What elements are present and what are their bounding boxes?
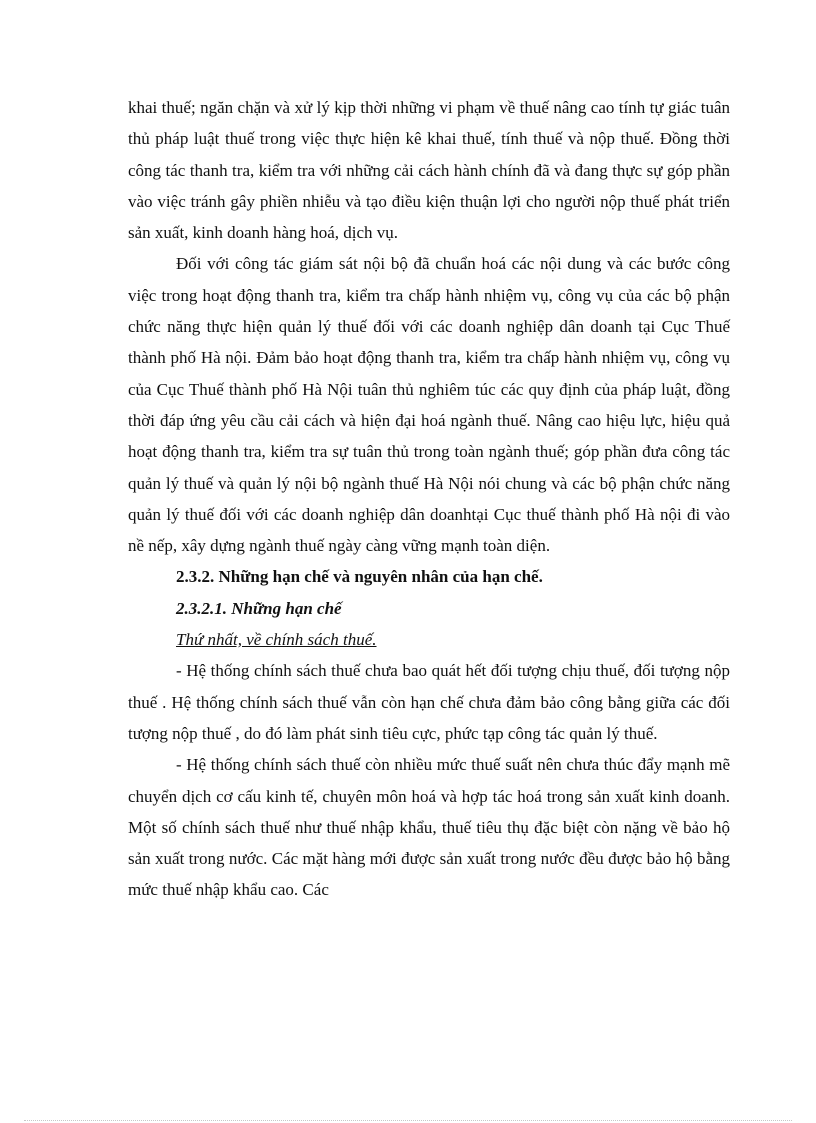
document-body (128, 92, 730, 906)
subsection-heading: 2.3.2.1. Những hạn chế (176, 598, 342, 618)
point-title: Thứ nhất, về chính sách thuế. (176, 630, 377, 650)
bullet-item: - Hệ thống chính sách thuế còn nhiều mức thuế suất nên chưa thúc đẩy mạnh mẽ chuyển dịch cơ cấu kinh tế, chuyên môn hoá và hợp tác hoá trong sản xuất kinh doanh. Một số chính sách thuế như thuế nhập khẩu, thuế tiêu thụ đặc biệt còn nặng về bảo hộ sản xuất trong nước. Các mặt hàng mới được sản xuất trong nước đều được bảo hộ bằng mức thuế nhập khẩu cao. Các (128, 755, 730, 900)
section-heading: 2.3.2. Những hạn chế và nguyên nhân của hạn chế. (176, 567, 543, 587)
paragraph-internal-supervision: Đối với công tác giám sát nội bộ đã chuẩn hoá các nội dung và các bước công việc trong hoạt động thanh tra, kiểm tra chấp hành nhiệm vụ, công vụ của các bộ phận chức năng thực hiện quản lý thuế đối với các doanh nghiệp dân doanh tại Cục Thuế thành phố Hà nội. Đảm bảo hoạt động thanh tra, kiểm tra chấp hành nhiệm vụ, công vụ của Cục Thuế thành phố Hà Nội tuân thủ nghiêm túc các quy định của pháp luật, đồng thời đáp ứng yêu cầu cải cách và hiện đại hoá ngành thuế. Nâng cao hiệu lực, hiệu quả hoạt động thanh tra, kiểm tra sự tuân thủ trong toàn ngành thuế; góp phần đưa công tác quản lý thuế và quản lý nội bộ ngành thuế Hà Nội nói chung và các bộ phận chức năng quản lý thuế đối với các doanh nghiệp dân doanhtại Cục thuế thành phố Hà nội đi vào nề nếp, xây dựng ngành thuế ngày càng vững mạnh toàn diện. (128, 254, 730, 556)
page-bottom-rule (24, 1120, 792, 1121)
bullet-item: - Hệ thống chính sách thuế chưa bao quát hết đối tượng chịu thuế, đối tượng nộp thuế . Hệ thống chính sách thuế vẫn còn hạn chế chưa đảm bảo công bằng giữa các đối tượng nộp thuế , do đó làm phát sinh tiêu cực, phức tạp công tác quản lý thuế. (128, 661, 730, 743)
paragraph-tax-declaration: khai thuế; ngăn chặn và xử lý kịp thời những vi phạm về thuế nâng cao tính tự giác tuân thủ pháp luật thuế trong việc thực hiện kê khai thuế, tính thuế và nộp thuế. Đồng thời công tác thanh tra, kiểm tra với những cải cách hành chính đã và đang thực sự góp phần vào việc tránh gây phiền nhiễu và tạo điều kiện thuận lợi cho người nộp thuế phát triển sản xuất, kinh doanh hàng hoá, dịch vụ. (128, 98, 730, 243)
